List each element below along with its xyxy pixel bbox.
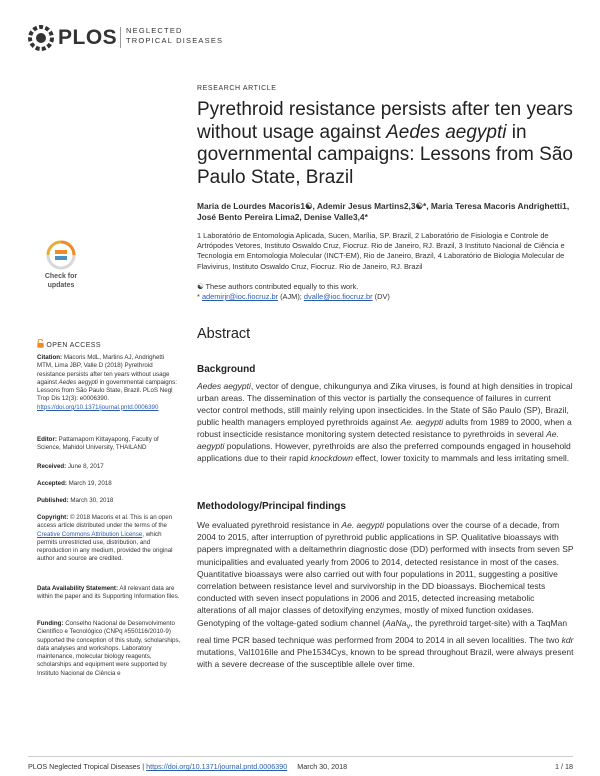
- bg-text-4: effect, lower toxicity to mammals and less irritating smell.: [352, 453, 570, 463]
- accepted-label: Accepted:: [37, 480, 67, 487]
- data-availability-label: Data Availability Statement:: [37, 585, 119, 592]
- footer-divider: [28, 756, 573, 757]
- accepted-block: [37, 480, 181, 488]
- background-paragraph: [197, 380, 575, 464]
- correspondence-note: [197, 292, 575, 302]
- logo-sub-line1: NEGLECTED: [126, 26, 183, 35]
- funding-label: Funding:: [37, 620, 64, 627]
- m-text-3: , the pyrethroid target-site) with a TaqMan real time PCR based technique was performed from 2004 to 2014 in all seven localities. The two: [197, 617, 568, 645]
- article-title: [197, 99, 575, 189]
- bg-text-1: , vector of dengue, chikungunya and Zika viruses, is found at high densities in tropical urban areas. The dissemination of this vector is partially the consequence of failures in current vector control methods, still mainly relying upon insecticides. In the State of São Paulo (SP), Brazil, public health managers employed pyrethroids against: [197, 381, 573, 427]
- m-sub: V: [406, 624, 411, 631]
- methods-paragraph: [197, 519, 575, 670]
- footer-date: March 30, 2018: [297, 762, 348, 771]
- email-link-dv[interactable]: dvalle@ioc.fiocruz.br: [303, 292, 373, 301]
- bg-italic-1: Aedes aegypti: [197, 381, 251, 391]
- bg-italic-3: Ae. aegypti: [197, 429, 559, 451]
- m-italic-3: kdr: [561, 634, 574, 645]
- bg-text-2: adults from 1989 to 2000, when a robust insecticide resistance monitoring system detected resistance to pyrethroids in several: [197, 417, 572, 439]
- editor-block: [37, 436, 181, 453]
- check-line2: updates: [47, 281, 75, 289]
- citation-italic: Aedes aegypti: [58, 378, 98, 386]
- logo-subtitle: [126, 26, 223, 46]
- editor-label: Editor:: [37, 436, 57, 443]
- m-italic-1: Ae. aegypti: [341, 520, 384, 530]
- email-link-ajm[interactable]: ademirjr@ioc.fiocruz.br: [201, 292, 279, 301]
- plos-logo-icon: [28, 25, 54, 51]
- citation-text-1: Macoris MdL, Martins AJ, Andrighetti MTM, Lima JBP, Valle D (2018) Pyrethroid resistance persists after ten years without usage against: [37, 354, 170, 386]
- equal-contribution-note: ☯ These authors contributed equally to this work.: [197, 282, 359, 291]
- author-notes: [197, 282, 575, 302]
- received-label: Received:: [37, 463, 67, 470]
- affiliations: 1 Laboratório de Entomologia Aplicada, Sucen, Marília, SP. Brazil, 2 Laboratório de Fisiologia e Controle de Artrópodes Vetores, Instituto Oswaldo Cruz, Fiocruz. Rio de Janeiro, RJ. Brazil, 3 Instituto Nacional de Ciência e Tecnologia em Entomologia Molecular (INCT-EM), Rio de Janeiro, Brazil, 4 Laboratório de Biologia Molecular de Flavivirus, Instituto Oswaldo Cruz, Fiocruz. Rio de Janeiro, RJ. Brazil: [197, 231, 565, 271]
- received-block: [37, 463, 181, 471]
- logo-divider: [120, 27, 121, 48]
- m-text-4: mutations, Val1016Ile and Phe1534Cys, known to be spread throughout Brazil, were always present with a severe decrease of the susceptible allele over time.: [197, 646, 574, 669]
- article-type: RESEARCH ARTICLE: [197, 85, 277, 92]
- check-updates-label: [37, 273, 85, 290]
- open-lock-icon: [37, 339, 44, 348]
- check-for-updates-badge[interactable]: [37, 238, 85, 298]
- logo-word: PLOS: [58, 26, 118, 49]
- m-italic-2: AaNa: [385, 617, 407, 628]
- title-italic: Aedes aegypti: [386, 121, 507, 143]
- m-text-2: populations over the course of a decade, from 2004 to 2015, after interruption of pyrethroid public applications in SP. Qualitative bioassays with papers impregnated with a deltamethrin diagnostic dose (DD) performed with insects from seven SP municipalities and evaluated yearly from 2006 to 2014, detected resistance in most of the cases. Quantitative bioassays were also carried out with four populations in 2011, suggesting a positive correlation between resistance level and survivorship in the DD bioassays. Biochemical tests conducted with seven insect populations in 2006 and 2015, detected increasing metabolic alterations of all major classes of detoxifying enzymes, mostly of mixed function oxidases. Genotyping of the voltage-gated sodium channel (: [197, 520, 574, 628]
- copyright-text-1: © 2018 Macoris et al. This is an open access article distributed under the terms of the: [37, 514, 173, 530]
- author-list: Maria de Lourdes Macoris1☯, Ademir Jesus Martins2,3☯*, Maria Teresa Macoris Andrighetti1, José Bento Pereira Lima2, Denise Valle3,4*: [197, 201, 570, 222]
- footer-page-number: 1 / 18: [555, 762, 573, 771]
- m-text-1: We evaluated pyrethroid resistance in: [197, 520, 342, 530]
- title-part1: Pyrethroid resistance persists after ten years without usage against: [197, 99, 573, 143]
- bg-text-3: populations. However, pyrethroids are also the preferred compounds engaged in household applications due to their rapid: [197, 441, 571, 463]
- abstract-heading: Abstract: [197, 326, 251, 342]
- background-heading: Background: [197, 364, 256, 375]
- data-availability-text: All relevant data are within the paper and its Supporting Information files.: [37, 585, 180, 601]
- citation-block: [37, 354, 181, 412]
- footer-separator: |: [140, 762, 147, 771]
- footer-journal: PLOS Neglected Tropical Diseases: [28, 762, 141, 771]
- citation-doi-link[interactable]: https://doi.org/10.1371/journal.pntd.0006390: [37, 403, 159, 411]
- cc-license-link[interactable]: Creative Commons Attribution License: [37, 530, 143, 538]
- editor-text: Pattamaporn Kittayapong, Faculty of Science, Mahidol University, THAILAND: [37, 436, 159, 452]
- received-text: June 8, 2017: [66, 463, 104, 470]
- footer-doi-link[interactable]: https://doi.org/10.1371/journal.pntd.0006390: [146, 762, 288, 771]
- copyright-label: Copyright:: [37, 514, 69, 521]
- logo-sub-line2: TROPICAL DISEASES: [126, 36, 224, 45]
- open-access-badge: [37, 339, 181, 350]
- open-access-label: OPEN ACCESS: [46, 342, 101, 349]
- email2-suffix: (DV): [372, 292, 390, 301]
- funding-block: [37, 620, 181, 678]
- bg-italic-4: knockdown: [310, 453, 353, 463]
- plos-logo[interactable]: [28, 22, 228, 52]
- published-text: March 30, 2018: [68, 497, 114, 504]
- funding-text: Conselho Nacional de Desenvolvimento Científico e Tecnológico (CNPq #550116/2010-9) supported the conception of this study, scholarships, data analyses and workshops. Laboratory maintenance, molecular biology reagents, scholarships and equipment were supported by Instituto Nacional de Ciência e: [37, 620, 181, 677]
- methods-heading: Methodology/Principal findings: [197, 501, 346, 512]
- bg-italic-2: Ae. aegypti: [400, 417, 444, 427]
- copyright-text-2: , which permits unrestricted use, distribution, and reproduction in any medium, provided the original author and source are credited.: [37, 530, 173, 563]
- page-footer: [28, 762, 573, 771]
- citation-label: Citation:: [37, 354, 63, 361]
- correspondence-star: *: [197, 292, 202, 301]
- check-updates-icon: [46, 240, 76, 270]
- check-line1: Check for: [44, 273, 78, 280]
- data-availability-block: [37, 585, 181, 602]
- published-label: Published:: [37, 497, 69, 504]
- accepted-text: March 19, 2018: [66, 480, 112, 487]
- published-block: [37, 497, 181, 505]
- copyright-block: [37, 514, 181, 564]
- citation-text-2: in governmental campaigns: Lessons from São Paulo State, Brazil. PLoS Negl Trop Dis 12(3): e0006390.: [37, 378, 177, 403]
- email1-suffix: (AJM);: [278, 292, 304, 301]
- title-part2: in governmental campaigns: Lessons from São Paulo State, Brazil: [197, 121, 573, 188]
